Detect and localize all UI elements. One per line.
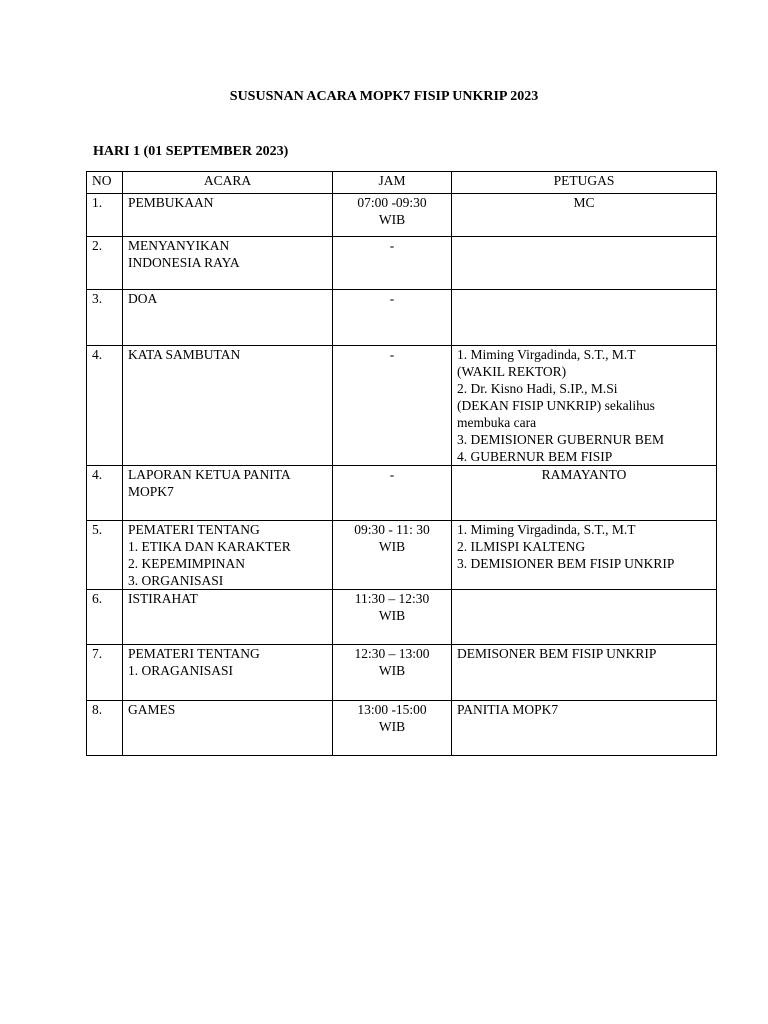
cell-no: 4. — [87, 466, 123, 521]
cell-petugas-line: (DEKAN FISIP UNKRIP) sekalihus — [457, 398, 655, 413]
header-no: NO — [87, 172, 123, 194]
cell-no: 6. — [87, 590, 123, 645]
cell-petugas-line: 3. DEMISIONER GUBERNUR BEM — [457, 432, 665, 447]
table-row — [87, 237, 717, 290]
cell-petugas-line: MC — [573, 195, 595, 210]
cell-acara-line: INDONESIA RAYA — [128, 255, 240, 270]
cell-jam-line: 12:30 – 13:00 — [354, 646, 430, 661]
cell-petugas-line: (WAKIL REKTOR) — [457, 364, 567, 379]
table-row — [87, 466, 717, 521]
table-row — [87, 701, 717, 756]
header-petugas: PETUGAS — [452, 172, 717, 194]
cell-petugas — [452, 290, 717, 346]
schedule-body — [87, 194, 717, 756]
cell-jam-line: - — [389, 291, 395, 306]
cell-acara — [123, 346, 333, 466]
cell-jam-line: - — [389, 347, 395, 362]
cell-acara-line: GAMES — [128, 702, 176, 717]
day-heading: HARI 1 (01 SEPTEMBER 2023) — [93, 144, 289, 159]
cell-acara — [123, 701, 333, 756]
cell-jam-line: - — [389, 238, 395, 253]
cell-acara-line: DOA — [128, 291, 158, 306]
cell-no: 4. — [87, 346, 123, 466]
cell-jam — [333, 701, 452, 756]
cell-jam-line: WIB — [378, 539, 406, 554]
cell-petugas-line: 4. GUBERNUR BEM FISIP — [457, 449, 613, 464]
cell-acara-line: 2. KEPEMIMPINAN — [128, 556, 246, 571]
table-row — [87, 645, 717, 701]
cell-acara-line: ISTIRAHAT — [128, 591, 198, 606]
cell-acara-line: MENYANYIKAN — [128, 238, 230, 253]
cell-jam-line: WIB — [378, 212, 406, 227]
cell-petugas — [452, 590, 717, 645]
cell-petugas — [452, 237, 717, 290]
cell-no: 5. — [87, 521, 123, 590]
cell-no: 8. — [87, 701, 123, 756]
cell-petugas — [452, 466, 717, 521]
cell-acara-line: PEMBUKAAN — [128, 195, 214, 210]
cell-petugas-line: 3. DEMISIONER BEM FISIP UNKRIP — [457, 556, 675, 571]
cell-acara — [123, 466, 333, 521]
cell-jam-line: 13:00 -15:00 — [357, 702, 427, 717]
table-header-row — [87, 172, 717, 194]
cell-jam — [333, 237, 452, 290]
table-row — [87, 521, 717, 590]
cell-no: 1. — [87, 194, 123, 237]
cell-petugas-line: 2. Dr. Kisno Hadi, S.IP., M.Si — [457, 381, 618, 396]
cell-acara-line: 1. ORAGANISASI — [128, 663, 234, 678]
cell-petugas-line: 1. Miming Virgadinda, S.T., M.T — [457, 347, 636, 362]
cell-jam-line: WIB — [378, 719, 406, 734]
cell-acara — [123, 590, 333, 645]
cell-petugas-line: membuka cara — [457, 415, 537, 430]
header-jam: JAM — [333, 172, 452, 194]
cell-acara-line: KATA SAMBUTAN — [128, 347, 241, 362]
header-acara: ACARA — [123, 172, 333, 194]
cell-petugas-line: 2. ILMISPI KALTENG — [457, 539, 586, 554]
table-row — [87, 346, 717, 466]
cell-acara-line: LAPORAN KETUA PANITA — [128, 467, 291, 482]
cell-jam — [333, 521, 452, 590]
cell-acara-line: PEMATERI TENTANG — [128, 522, 260, 537]
cell-jam — [333, 346, 452, 466]
cell-petugas — [452, 701, 717, 756]
cell-no: 7. — [87, 645, 123, 701]
cell-jam — [333, 290, 452, 346]
table-row — [87, 194, 717, 237]
cell-acara-line: 1. ETIKA DAN KARAKTER — [128, 539, 291, 554]
cell-jam — [333, 466, 452, 521]
cell-jam-line: 07:00 -09:30 — [357, 195, 427, 210]
cell-jam — [333, 194, 452, 237]
cell-jam-line: 11:30 – 12:30 — [354, 591, 430, 606]
cell-acara — [123, 521, 333, 590]
cell-petugas — [452, 521, 717, 590]
cell-petugas — [452, 645, 717, 701]
cell-acara — [123, 645, 333, 701]
cell-jam-line: - — [389, 467, 395, 482]
cell-jam-line: 09:30 - 11: 30 — [354, 522, 430, 537]
cell-petugas-line: DEMISONER BEM FISIP UNKRIP — [457, 646, 657, 661]
cell-acara-line: 3. ORGANISASI — [128, 573, 224, 588]
table-row — [87, 290, 717, 346]
cell-acara-line: MOPK7 — [128, 484, 174, 499]
cell-jam-line: WIB — [378, 663, 406, 678]
cell-acara — [123, 237, 333, 290]
cell-no: 3. — [87, 290, 123, 346]
cell-petugas-line: PANITIA MOPK7 — [457, 702, 559, 717]
cell-jam — [333, 645, 452, 701]
cell-petugas — [452, 346, 717, 466]
cell-acara-line: PEMATERI TENTANG — [128, 646, 260, 661]
cell-petugas-line: RAMAYANTO — [541, 467, 627, 482]
schedule-table — [86, 171, 717, 756]
cell-acara — [123, 194, 333, 237]
document-title: SUSUSNAN ACARA MOPK7 FISIP UNKRIP 2023 — [229, 89, 539, 104]
cell-jam-line: WIB — [378, 608, 406, 623]
cell-acara — [123, 290, 333, 346]
cell-no: 2. — [87, 237, 123, 290]
cell-petugas — [452, 194, 717, 237]
table-row — [87, 590, 717, 645]
cell-jam — [333, 590, 452, 645]
cell-petugas-line: 1. Miming Virgadinda, S.T., M.T — [457, 522, 636, 537]
